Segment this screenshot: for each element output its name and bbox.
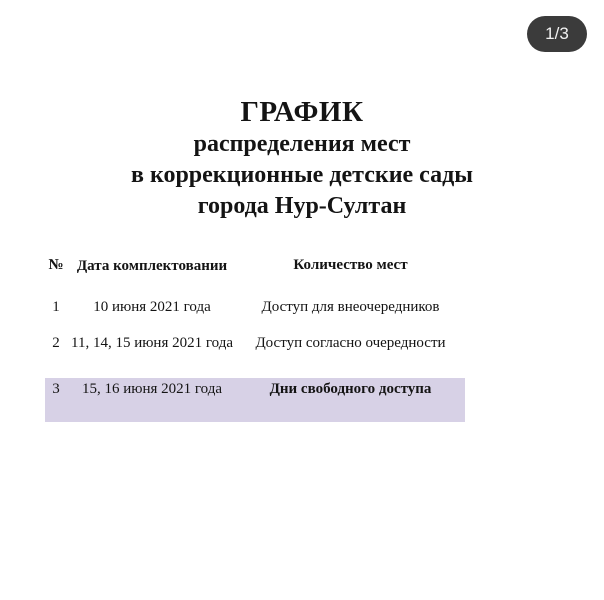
table-header-row bbox=[45, 254, 465, 298]
row-number: 3 bbox=[52, 381, 60, 397]
title-subline-2: в коррекционные детские сады bbox=[130, 162, 473, 188]
title-subline-1: распределения мест bbox=[193, 131, 411, 157]
row-date: 11, 14, 15 июня 2021 года bbox=[71, 335, 233, 351]
header-quantity: Количество мест bbox=[293, 257, 408, 273]
header-number: № bbox=[48, 257, 64, 273]
row-quantity: Доступ согласно очередности bbox=[255, 335, 446, 351]
row-quantity: Дни свободного доступа bbox=[269, 381, 432, 397]
row-quantity: Доступ для внеочередников bbox=[261, 299, 440, 315]
table-row-highlighted bbox=[45, 378, 465, 422]
row-number: 1 bbox=[52, 299, 60, 315]
header-date: Дата комплектовании bbox=[76, 258, 228, 274]
document-title: ГРАФИК bbox=[240, 96, 364, 128]
document-title-block bbox=[0, 95, 604, 222]
schedule-table bbox=[45, 254, 465, 397]
row-number: 2 bbox=[52, 335, 60, 351]
row-date: 15, 16 июня 2021 года bbox=[81, 381, 223, 397]
page-counter-badge: 1/3 bbox=[527, 16, 587, 52]
title-subline-3: города Нур-Султан bbox=[197, 193, 407, 219]
row-date: 10 июня 2021 года bbox=[93, 299, 211, 315]
